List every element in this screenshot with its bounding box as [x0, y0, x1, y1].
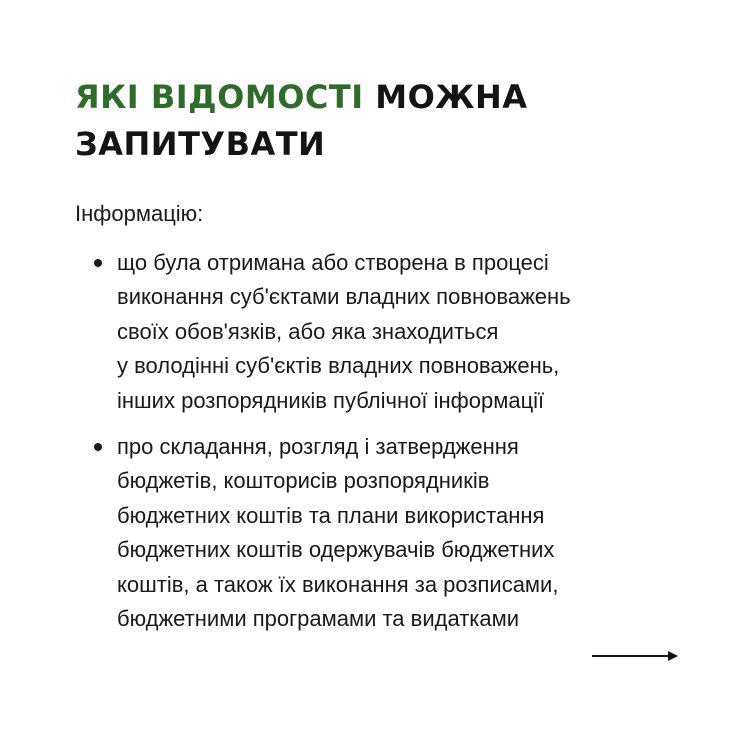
list-item-line: бюджетних коштів одержувачів бюджетних: [117, 537, 555, 563]
list-item-line: про складання, розгляд і затвердження: [117, 434, 519, 460]
intro-text: Інформацію:: [75, 201, 204, 226]
list-item-line: своїх обов'язків, або яка знаходиться: [117, 318, 499, 344]
title-rest: МОЖНА: [375, 78, 528, 116]
list-item-line: виконання суб'єктами владних повноважень: [117, 284, 571, 310]
list-item-line: бюджетними програмами та видатками: [117, 606, 520, 632]
list-item-line: інших розпорядників публічної інформації: [117, 387, 545, 413]
list-item-line: що була отримана або створена в процесі: [117, 250, 549, 275]
title-line-2: ЗАПИТУВАТИ: [75, 125, 326, 163]
info-list: [92, 246, 692, 636]
title-accent: ЯКІ ВІДОМОСТІ: [75, 78, 364, 116]
list-item-line: бюджетів, кошторисів розпорядників: [117, 468, 490, 494]
arrow-right-icon[interactable]: [592, 648, 678, 664]
list-item-line: бюджетних коштів та плани використання: [117, 502, 545, 528]
page-title: [75, 74, 695, 168]
list-item: [92, 430, 692, 636]
list-item-line: коштів, а також їх виконання за розписами,: [117, 571, 559, 597]
bullet-dot-icon: [94, 443, 102, 451]
list-item: [92, 246, 692, 418]
list-item-line: у володінні суб'єктів владних повноважень,: [117, 353, 560, 379]
bullet-dot-icon: [94, 259, 102, 267]
